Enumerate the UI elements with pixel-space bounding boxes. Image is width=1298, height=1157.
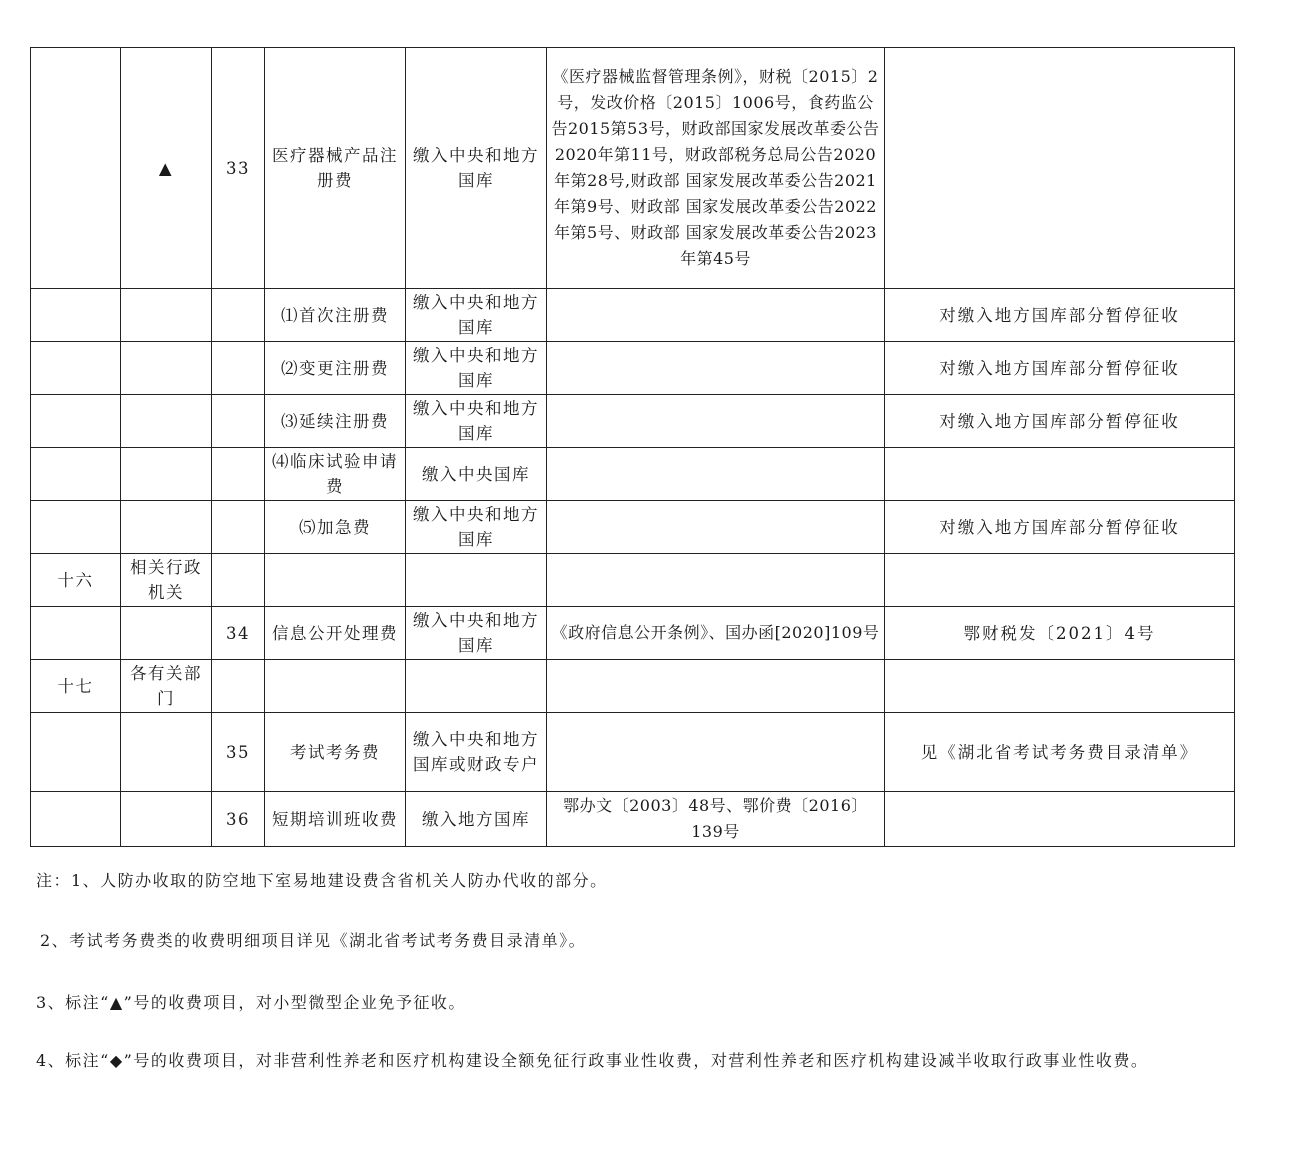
note-cell: 对缴入地方国库部分暂停征收	[885, 395, 1235, 448]
destination-cell: 缴入中央国库	[406, 448, 547, 501]
seq-cell: 十七	[31, 660, 121, 713]
footnote-3: 3、标注“▲”号的收费项目，对小型微型企业免予征收。	[36, 993, 466, 1012]
footnote-2: 2、考试考务费类的收费明细项目详见《湖北省考试考务费目录清单》。	[40, 931, 587, 950]
table-row	[31, 713, 1235, 792]
destination-cell: 缴入中央和地方国库	[406, 607, 547, 660]
basis-cell	[547, 554, 885, 607]
destination-cell: 缴入中央和地方国库	[406, 342, 547, 395]
dept-cell	[121, 448, 212, 501]
destination-cell	[406, 660, 547, 713]
table-row	[31, 660, 1235, 713]
dept-cell	[121, 607, 212, 660]
item-number-cell	[212, 501, 265, 554]
destination-cell: 缴入中央和地方国库	[406, 48, 547, 289]
table-row	[31, 501, 1235, 554]
destination-cell: 缴入地方国库	[406, 792, 547, 847]
seq-cell	[31, 289, 121, 342]
table-row	[31, 48, 1235, 289]
footnote-4: 4、标注“◆”号的收费项目，对非营利性养老和医疗机构建设全额免征行政事业性收费，对营利性养老和医疗机构建设减半收取行政事业性收费。	[36, 1051, 1149, 1070]
fee-name-cell	[265, 660, 406, 713]
basis-cell	[547, 395, 885, 448]
fee-name-cell: ⑷临床试验申请费	[265, 448, 406, 501]
seq-cell	[31, 395, 121, 448]
table-row	[31, 448, 1235, 501]
fee-name-cell: ⑵变更注册费	[265, 342, 406, 395]
dept-cell	[121, 395, 212, 448]
table-row	[31, 554, 1235, 607]
seq-cell	[31, 607, 121, 660]
destination-cell	[406, 554, 547, 607]
dept-cell: 各有关部门	[121, 660, 212, 713]
basis-cell	[547, 713, 885, 792]
fee-name-cell: 医疗器械产品注册费	[265, 48, 406, 289]
seq-cell	[31, 792, 121, 847]
item-number-cell	[212, 342, 265, 395]
note-cell	[885, 48, 1235, 289]
destination-cell: 缴入中央和地方国库	[406, 501, 547, 554]
dept-cell	[121, 342, 212, 395]
basis-cell	[547, 501, 885, 554]
basis-cell	[547, 342, 885, 395]
note-cell: 对缴入地方国库部分暂停征收	[885, 501, 1235, 554]
fee-name-cell: ⑶延续注册费	[265, 395, 406, 448]
basis-cell	[547, 289, 885, 342]
fee-name-cell: 考试考务费	[265, 713, 406, 792]
note-cell: 鄂财税发〔2021〕4号	[885, 607, 1235, 660]
note-cell	[885, 792, 1235, 847]
item-number-cell	[212, 448, 265, 501]
note-cell	[885, 554, 1235, 607]
basis-cell	[547, 448, 885, 501]
item-number-cell	[212, 395, 265, 448]
destination-cell: 缴入中央和地方国库或财政专户	[406, 713, 547, 792]
note-cell	[885, 660, 1235, 713]
seq-cell	[31, 48, 121, 289]
item-number-cell: 35	[212, 713, 265, 792]
basis-cell: 鄂办文〔2003〕48号、鄂价费〔2016〕139号	[547, 792, 885, 847]
destination-cell: 缴入中央和地方国库	[406, 395, 547, 448]
fee-name-cell	[265, 554, 406, 607]
item-number-cell	[212, 660, 265, 713]
destination-cell: 缴入中央和地方国库	[406, 289, 547, 342]
table-row	[31, 342, 1235, 395]
seq-cell	[31, 448, 121, 501]
seq-cell	[31, 342, 121, 395]
basis-cell	[547, 660, 885, 713]
note-cell: 见《湖北省考试考务费目录清单》	[885, 713, 1235, 792]
dept-cell	[121, 289, 212, 342]
basis-cell: 《医疗器械监督管理条例》，财税〔2015〕2号，发改价格〔2015〕1006号，食药监公告2015第53号，财政部国家发展改革委公告2020年第11号，财政部税务总局公告2020年第28号,财政部 国家发展改革委公告2021年第9号、财政部 国家发展改革委公告2022年第5号、财政部 国家发展改革委公告2023年第45号	[547, 48, 885, 289]
seq-cell	[31, 713, 121, 792]
footnote-1: 注：1、人防办收取的防空地下室易地建设费含省机关人防办代收的部分。	[36, 871, 608, 890]
table-row	[31, 289, 1235, 342]
table-row	[31, 395, 1235, 448]
dept-cell	[121, 501, 212, 554]
fee-name-cell: 信息公开处理费	[265, 607, 406, 660]
fee-table-sheet	[30, 47, 1234, 847]
seq-cell	[31, 501, 121, 554]
table-row	[31, 607, 1235, 660]
item-number-cell	[212, 289, 265, 342]
item-number-cell: 34	[212, 607, 265, 660]
item-number-cell: 36	[212, 792, 265, 847]
dept-cell	[121, 792, 212, 847]
fee-name-cell: ⑸加急费	[265, 501, 406, 554]
table-row	[31, 792, 1235, 847]
fee-name-cell: 短期培训班收费	[265, 792, 406, 847]
fee-table	[30, 47, 1235, 847]
mark-cell: ▲	[121, 48, 212, 289]
note-cell: 对缴入地方国库部分暂停征收	[885, 289, 1235, 342]
fee-name-cell: ⑴首次注册费	[265, 289, 406, 342]
item-number-cell: 33	[212, 48, 265, 289]
dept-cell: 相关行政机关	[121, 554, 212, 607]
seq-cell: 十六	[31, 554, 121, 607]
dept-cell	[121, 713, 212, 792]
note-cell	[885, 448, 1235, 501]
item-number-cell	[212, 554, 265, 607]
basis-cell: 《政府信息公开条例》、国办函[2020]109号	[547, 607, 885, 660]
note-cell: 对缴入地方国库部分暂停征收	[885, 342, 1235, 395]
